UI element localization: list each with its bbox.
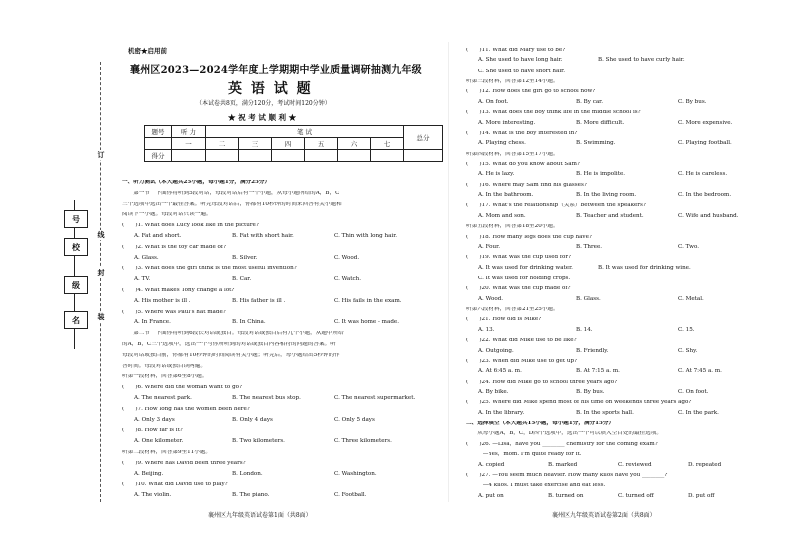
score-table-col: 七	[371, 138, 404, 150]
section-instruction: 听第四段材料，回答第15至17小题。	[466, 151, 559, 157]
answer-option: A. Wood.	[478, 295, 504, 302]
answer-option: A. His mother is ill .	[134, 297, 191, 304]
answer-option: C. Football.	[334, 492, 367, 499]
answer-option: A. Outgoing.	[478, 347, 514, 354]
answer-option: B. London.	[232, 470, 263, 477]
instruction-text: 第一节 下面你将听到5段对话，每段对话后有一个小题，从每小题所给的A，B，C	[122, 190, 340, 196]
answer-option: C. Metal.	[678, 295, 704, 302]
answer-option: C. Thin with long hair.	[334, 233, 398, 239]
question-stem: ( )21. How old is Mike?	[466, 317, 542, 323]
answer-option: A. In France.	[134, 319, 171, 326]
exam-title: 襄州区2023—2024学年度上学期期中学业质量调研抽测九年级	[130, 65, 422, 76]
answer-option: A. Four.	[478, 243, 500, 250]
score-table	[144, 125, 443, 162]
instruction-text: 答时间。每段对话或独白读两遍。	[122, 363, 206, 369]
score-cell[interactable]	[206, 150, 239, 162]
answer-option: B. In the sports hall.	[576, 409, 634, 416]
score-table-col: 二	[206, 138, 239, 150]
answer-option: A. At 6:45 a. m.	[478, 368, 522, 375]
answer-option: B. In China.	[232, 319, 266, 326]
answer-option: C. Watch.	[334, 276, 361, 283]
question-stem: ( )2. What is the toy car made of?	[122, 244, 226, 250]
sidebar-rule	[74, 200, 75, 210]
sidebar-field-box: 级	[64, 276, 88, 294]
question-stem: ( )23. When did Mike use to get up?	[466, 358, 578, 364]
instruction-text: 的A，B，C三个选项中，选出一个与你所听到的对话或独白内容相符的问题的答案。听	[122, 342, 336, 347]
answer-option: A. She used to have long hair.	[478, 57, 563, 64]
score-table-head: 总分	[404, 126, 443, 150]
question-stem: ( )7. How long has the women been here?	[122, 406, 250, 412]
answer-option: C. Shy.	[678, 347, 698, 354]
answer-option: C. He is careless.	[678, 171, 728, 178]
score-table-head: 笔 试	[206, 126, 404, 138]
instruction-text: 三个选项中选出一个最佳答案。听完每段对话后，你都有10秒钟的时间来回答有关小题和	[122, 201, 342, 207]
answer-option: B. Silver.	[232, 254, 258, 261]
answer-option: C. 15.	[678, 326, 695, 333]
answer-option: B. By car.	[576, 98, 604, 105]
answer-option: A. copied	[478, 461, 505, 468]
answer-option: A. It was used for drinking water.	[478, 264, 573, 271]
answer-option: A. More interesting.	[478, 119, 536, 126]
answer-option: A. Fat and short.	[134, 233, 182, 239]
answer-option: C. At 7:45 a. m.	[678, 368, 722, 375]
answer-option: D. put off	[688, 492, 715, 499]
question-stem: ( )17. What's the relationship（关系）between the speakers?	[466, 203, 646, 209]
answer-option: B. Three.	[576, 243, 603, 250]
answer-option: C. Only 5 days	[334, 416, 375, 423]
answer-option: C. It was home - made.	[334, 319, 399, 326]
section-instruction: 听第六段材料，回答第21至25小题。	[466, 307, 559, 313]
answer-option: B. The piano.	[232, 492, 270, 499]
subject-title: 英 语 试 题	[228, 81, 313, 97]
answer-option: A. By bike.	[478, 389, 509, 395]
good-luck-banner: ★ 祝 考 试 顺 利 ★	[228, 113, 297, 122]
answer-option: B. More difficult.	[576, 119, 625, 126]
question-stem: ( )11. What did Mary use to be?	[466, 48, 566, 53]
question-stem: ( )22. What did Mike use to be like?	[466, 338, 577, 344]
sidebar-rule	[74, 228, 75, 238]
exam-note: （本试卷共8页，满分120分，考试时间120分钟）	[196, 100, 331, 107]
score-cell[interactable]	[404, 150, 443, 162]
answer-option: A. Mom and son.	[478, 212, 526, 219]
question-stem: ( )3. What does the girl think is the most useful invention?	[122, 266, 297, 272]
answer-option: B. At 7:15 a. m.	[576, 368, 620, 375]
question-stem: ( )18. How many legs does the cup have?	[466, 234, 592, 240]
instruction-text: 二、选择填空（本大题共15小题，每小题1分，满分15分）	[466, 421, 615, 427]
question-stem: ( )16. Where may Sam find his glasses?	[466, 182, 587, 188]
sidebar-field-box: 校	[64, 238, 88, 256]
answer-option: A. TV.	[134, 276, 151, 283]
score-table-col: 五	[305, 138, 338, 150]
answer-option: A. Beijing.	[134, 470, 164, 477]
answer-option: C. In the park.	[678, 409, 719, 416]
answer-option: B. Friendly.	[576, 347, 609, 354]
answer-option: B. Swimming.	[576, 140, 616, 147]
answer-option: C. turned off	[618, 492, 654, 499]
answer-option: B. His father is ill .	[232, 297, 286, 304]
answer-option: C. In the bedroom.	[678, 192, 732, 199]
answer-option: B. She used to have curly hair.	[598, 57, 685, 64]
question-stem: ( )14. What is the boy interested in?	[466, 130, 578, 136]
question-stem: ( )19. What was the cup used for?	[466, 255, 571, 261]
section-instruction: 听第一段材料，回答第6至8小题。	[122, 374, 208, 380]
instruction-text: 每段对话或独白前，你都有10秒钟的时间阅读有关小题；听完后，每小题给出5秒钟的作	[122, 352, 340, 358]
section-instruction: 听第三段材料，回答第12至14小题。	[466, 79, 559, 85]
answer-option: A. He is lazy.	[478, 171, 515, 178]
fold-mark: 订	[97, 150, 105, 159]
answer-option: B. By bus.	[576, 389, 605, 395]
answer-option: C. By bus.	[678, 98, 707, 105]
instruction-text: 从每小题A，B，C，D四个选项中，选出一个可以填入空白处的最佳选项。	[466, 431, 662, 437]
page-1-footer: 襄州区九年级英语试卷第1面（共8面）	[208, 512, 312, 519]
sidebar-field-box: 名	[64, 311, 88, 329]
question-stem: ( )6. Where did the woman want to go?	[122, 385, 243, 391]
answer-option: C. Wood.	[334, 254, 360, 261]
score-table-col: 三	[239, 138, 272, 150]
instruction-text: 一、听力测试（本大题共25小题，每小题1分，满分25分）	[122, 180, 271, 185]
answer-option: A. Glass.	[134, 254, 159, 261]
score-table-col: 一	[172, 138, 206, 150]
instruction-text: —Yes，mom. I'm quite ready for it.	[466, 452, 582, 458]
answer-option: B. He is impolite.	[576, 171, 626, 178]
sidebar-field-box: 号	[64, 210, 88, 228]
answer-option: A. Only 3 days	[134, 416, 175, 423]
answer-option: C. The nearest supermarket.	[334, 395, 416, 401]
answer-option: A. Playing chess.	[478, 140, 526, 147]
answer-option: B. In the living room.	[576, 192, 637, 199]
answer-option: A. 13.	[478, 326, 495, 333]
answer-option: B. Car.	[232, 276, 252, 283]
section-instruction: 听第五段材料，回答第18至20小题。	[466, 224, 559, 230]
fold-mark: 装	[97, 312, 105, 321]
answer-option: B. Only 4 days	[232, 416, 273, 423]
sidebar-rule	[74, 256, 75, 276]
question-stem: ( )8. How far is it?	[122, 428, 183, 434]
answer-option: C. Two.	[678, 243, 700, 250]
answer-option: B. Two kilometers.	[232, 438, 285, 445]
answer-option: B. Glass.	[576, 295, 601, 302]
instruction-text: C. She used to have short hair.	[478, 68, 565, 74]
secret-label: 机密★启用前	[128, 47, 167, 55]
answer-option: B. Fat with short hair.	[232, 233, 294, 239]
fold-mark: 封	[97, 268, 105, 277]
score-cell[interactable]	[272, 150, 305, 162]
score-cell[interactable]	[172, 150, 206, 162]
score-table-row-label: 得分	[145, 150, 172, 162]
answer-option: D. repeated	[688, 461, 722, 468]
question-stem: ( )15. What do you know about Sam?	[466, 162, 580, 167]
question-stem: ( )24. How did Mike go to school three years ago?	[466, 379, 618, 385]
sidebar-rule	[74, 329, 75, 349]
question-stem: ( )25. Where did Mike spend most of his time on weekends three years ago?	[466, 400, 692, 406]
answer-option: B. Teacher and student.	[576, 212, 644, 219]
answer-option: B. 14.	[576, 326, 593, 333]
answer-option: B. The nearest bus stop.	[232, 395, 301, 401]
score-table-col: 六	[338, 138, 371, 150]
answer-option: A. On foot.	[478, 98, 509, 105]
question-stem: ( )4. What makes Tony change a lot?	[122, 288, 235, 293]
instruction-text: C. It was used for holding crops.	[478, 276, 571, 281]
page-divider	[448, 42, 449, 502]
answer-option: B. turned on	[548, 492, 584, 499]
question-stem: ( )26. —Lisa，have you ________ chemistry for the coming exam?	[466, 441, 658, 447]
answer-option: A. The violin.	[134, 492, 172, 499]
question-stem: ( )5. Where was Paul's hat made?	[122, 309, 226, 315]
binding-fold-line	[100, 62, 101, 502]
answer-option: C. More expensive.	[678, 119, 733, 126]
question-stem: ( )9. Where has David been three years?	[122, 460, 246, 466]
answer-option: C. Wife and husband.	[678, 212, 739, 219]
answer-option: A. In the bathroom.	[478, 192, 534, 199]
instruction-text: 第二节 下面你将听到6段长对话或独白。每段对话或独白后有几个小题，从题中所给	[122, 331, 344, 337]
section-instruction: 听第二段材料，回答第9至11小题。	[122, 450, 211, 455]
score-table-head: 听 力	[172, 126, 206, 138]
sidebar-rule	[74, 294, 75, 311]
fold-mark: 线	[97, 230, 105, 239]
question-stem: ( )10. What did David use to play?	[122, 482, 228, 488]
question-stem: ( )27. —You seem much heavier. How many kilos have you ________?	[466, 472, 668, 478]
page-2-footer: 襄州区九年级英语试卷第2面（共8面）	[552, 512, 656, 519]
question-stem: ( )1. What does Lucy look like in the picture?	[122, 223, 259, 229]
score-cell[interactable]	[371, 150, 404, 162]
score-table-head: 题号	[145, 126, 172, 138]
score-cell[interactable]	[239, 150, 272, 162]
answer-option: C. Washington.	[334, 470, 377, 477]
score-cell[interactable]	[338, 150, 371, 162]
question-stem: ( )12. How does the girl go to school now?	[466, 89, 596, 95]
answer-option: A. put on	[478, 492, 504, 499]
question-stem: ( )20. What was the cup made of?	[466, 286, 571, 292]
answer-option: C. Three kilometers.	[334, 438, 392, 445]
answer-option: C. Playing football.	[678, 140, 732, 147]
score-table-col: 四	[272, 138, 305, 150]
instruction-text: —4 kilos. I must take exercise and eat less.	[466, 483, 606, 489]
instruction-text: 阅读下一小题。每段对话只读一遍。	[122, 212, 212, 218]
score-cell[interactable]	[305, 150, 338, 162]
answer-option: B. It was used for drinking wine.	[598, 264, 691, 271]
answer-option: A. One kilometer.	[134, 438, 184, 445]
answer-option: A. The nearest park.	[134, 395, 192, 401]
answer-option: A. In the library.	[478, 409, 525, 416]
answer-option: C. His fails in the exam.	[334, 297, 402, 304]
answer-option: C. On foot.	[678, 389, 709, 395]
answer-option: C. reviewed	[618, 461, 652, 468]
question-stem: ( )13. What does the boy think life in the middle school is?	[466, 110, 641, 116]
answer-option: B. marked	[548, 461, 578, 468]
